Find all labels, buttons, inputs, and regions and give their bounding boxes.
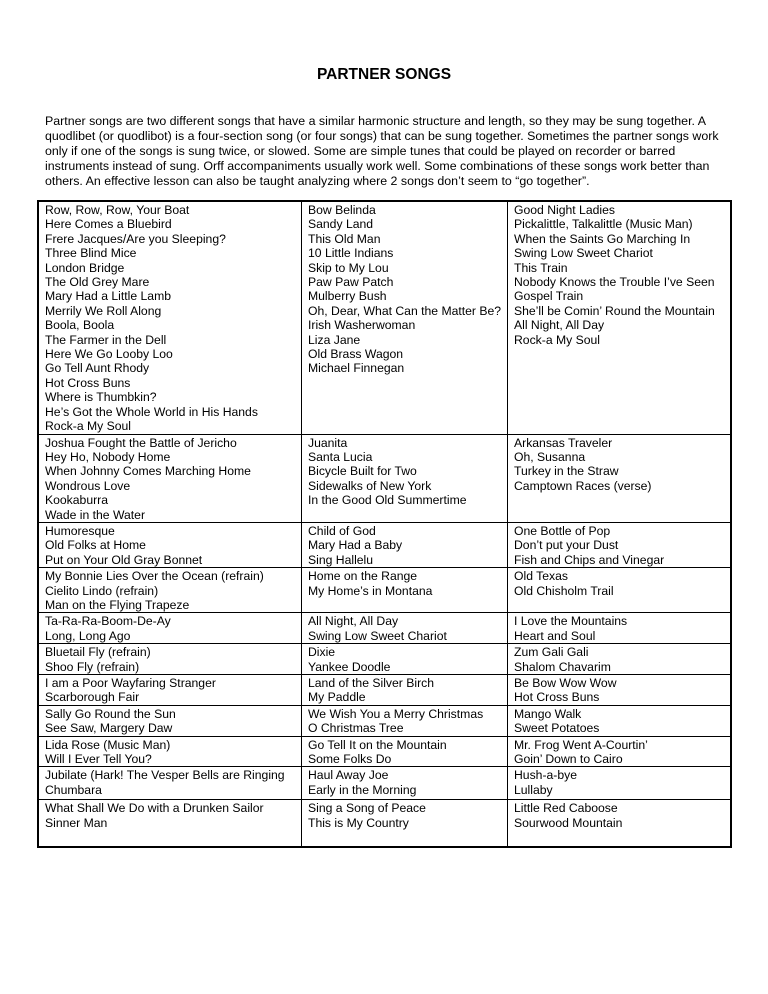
song-title: Irish Washerwoman bbox=[308, 318, 416, 333]
song-group-cell bbox=[508, 644, 732, 675]
song-title: I am a Poor Wayfaring Stranger bbox=[45, 676, 216, 690]
song-title: Where is Thumbkin? bbox=[45, 390, 157, 405]
song-group-cell bbox=[38, 767, 302, 800]
song-title: Chumbara bbox=[45, 782, 102, 797]
song-title: Jubilate (Hark! The Vesper Bells are Ringing bbox=[45, 768, 285, 783]
song-title: Ta-Ra-Ra-Boom-De-Ay bbox=[45, 614, 171, 629]
song-title: Rock-a My Soul bbox=[514, 332, 601, 347]
song-title: The Old Grey Mare bbox=[45, 275, 150, 290]
song-title: Will I Ever Tell You? bbox=[45, 752, 152, 767]
song-group-row bbox=[38, 767, 731, 800]
song-title: We Wish You a Merry Christmas bbox=[308, 706, 484, 721]
song-group-row bbox=[38, 705, 731, 736]
song-group-row bbox=[38, 675, 731, 706]
song-title: What Shall We Do with a Drunken Sailor bbox=[45, 801, 264, 816]
song-title: Sinner Man bbox=[45, 815, 108, 830]
song-title: London Bridge bbox=[45, 260, 125, 275]
song-title: My Bonnie Lies Over the Ocean (refrain) bbox=[45, 569, 264, 584]
song-group-cell bbox=[508, 736, 732, 767]
song-title: Paw Paw Patch bbox=[308, 275, 394, 290]
song-title: One Bottle of Pop bbox=[514, 523, 611, 538]
song-title: Sing a Song of Peace bbox=[308, 801, 426, 816]
song-title: Land of the Silver Birch bbox=[308, 676, 435, 690]
song-title: Haul Away Joe bbox=[308, 768, 389, 783]
song-title: She’ll be Comin’ Round the Mountain bbox=[514, 303, 715, 318]
song-group-cell bbox=[302, 201, 508, 434]
song-title: This Old Man bbox=[308, 231, 381, 246]
song-group-cell bbox=[302, 434, 508, 522]
song-title: Boola, Boola bbox=[45, 318, 115, 333]
song-title: Liza Jane bbox=[308, 332, 361, 347]
song-title: Man on the Flying Trapeze bbox=[45, 597, 190, 612]
song-title: Lullaby bbox=[514, 782, 553, 797]
song-title: Oh, Dear, What Can the Matter Be? bbox=[308, 303, 502, 318]
song-title: Wondrous Love bbox=[45, 478, 131, 493]
song-title: Humoresque bbox=[45, 523, 115, 538]
song-title: This is My Country bbox=[308, 815, 409, 830]
song-group-cell bbox=[508, 613, 732, 644]
song-title: Child of God bbox=[308, 523, 376, 538]
song-title: I Love the Mountains bbox=[514, 614, 628, 629]
song-group-cell bbox=[302, 767, 508, 800]
song-title: Mulberry Bush bbox=[308, 289, 387, 304]
song-title: When Johnny Comes Marching Home bbox=[45, 464, 251, 479]
song-title: Go Tell It on the Mountain bbox=[308, 737, 447, 752]
song-title: Rock-a My Soul bbox=[45, 419, 132, 434]
song-title: Dixie bbox=[308, 645, 336, 660]
song-group-cell bbox=[302, 736, 508, 767]
song-title: Swing Low Sweet Chariot bbox=[308, 628, 447, 643]
song-title: Sandy Land bbox=[308, 217, 374, 232]
song-group-cell bbox=[302, 613, 508, 644]
song-title: Mary Had a Baby bbox=[308, 538, 403, 553]
song-group-cell bbox=[38, 644, 302, 675]
song-group-cell bbox=[38, 675, 302, 706]
song-group-row bbox=[38, 201, 731, 434]
song-title: Home on the Range bbox=[308, 569, 418, 584]
song-title: Hush-a-bye bbox=[514, 768, 577, 783]
song-group-row bbox=[38, 800, 731, 847]
song-title: This Train bbox=[514, 260, 568, 275]
song-title: See Saw, Margery Daw bbox=[45, 721, 173, 736]
song-group-cell bbox=[508, 434, 732, 522]
song-title: Little Red Caboose bbox=[514, 801, 618, 816]
song-group-cell bbox=[38, 568, 302, 613]
song-group-cell bbox=[38, 736, 302, 767]
song-title: Pickalittle, Talkalittle (Music Man) bbox=[514, 217, 693, 232]
song-title: Be Bow Wow Wow bbox=[514, 676, 617, 690]
song-title: Santa Lucia bbox=[308, 449, 373, 464]
song-title: He’s Got the Whole World in His Hands bbox=[45, 404, 258, 419]
song-title: Old Brass Wagon bbox=[308, 347, 404, 362]
song-group-cell bbox=[38, 613, 302, 644]
song-title: Sally Go Round the Sun bbox=[45, 706, 176, 721]
song-group-row bbox=[38, 644, 731, 675]
page-title: PARTNER SONGS bbox=[316, 66, 452, 83]
song-title: All Night, All Day bbox=[514, 318, 605, 333]
song-title: Bow Belinda bbox=[308, 203, 376, 217]
song-title: Here We Go Looby Loo bbox=[45, 347, 173, 362]
song-group-cell bbox=[302, 675, 508, 706]
song-title: Sourwood Mountain bbox=[514, 815, 623, 830]
song-title: Heart and Soul bbox=[514, 628, 596, 643]
song-title: Three Blind Mice bbox=[45, 246, 137, 261]
song-title: Hot Cross Buns bbox=[514, 690, 600, 705]
song-group-cell bbox=[38, 522, 302, 567]
song-title: Skip to My Lou bbox=[308, 260, 389, 275]
song-title: Merrily We Roll Along bbox=[45, 303, 162, 318]
song-group-row bbox=[38, 434, 731, 522]
song-title: Michael Finnegan bbox=[308, 361, 405, 376]
song-title: Goin’ Down to Cairo bbox=[514, 752, 623, 767]
song-title: Old Texas bbox=[514, 569, 568, 584]
song-title: All Night, All Day bbox=[308, 614, 399, 629]
song-group-cell bbox=[508, 705, 732, 736]
song-title: Kookaburra bbox=[45, 493, 109, 508]
song-title: Here Comes a Bluebird bbox=[45, 217, 172, 232]
song-group-cell bbox=[508, 800, 732, 847]
song-group-cell bbox=[302, 800, 508, 847]
song-title: Old Folks at Home bbox=[45, 538, 146, 553]
song-title: Hey Ho, Nobody Home bbox=[45, 449, 171, 464]
song-title: Don’t put your Dust bbox=[514, 538, 619, 553]
song-title: Bluetail Fly (refrain) bbox=[45, 645, 151, 660]
song-title: 10 Little Indians bbox=[308, 246, 394, 261]
song-title: Juanita bbox=[308, 435, 348, 450]
song-title: Old Chisholm Trail bbox=[514, 583, 614, 598]
song-group-cell bbox=[38, 434, 302, 522]
song-title: Sweet Potatoes bbox=[514, 721, 600, 736]
song-title: Go Tell Aunt Rhody bbox=[45, 361, 150, 376]
intro-paragraph: Partner songs are two different songs that have a similar harmonic structure and length, so they may be sung together. A quodlibet (or quodlibot) is a four-section song (or four songs) that can be sung together. Sometimes the partner songs work only if one of the songs is sung twice, or slowed. Some are simple tunes that could be played on recorder or barred instruments instead of sung. Orff accompaniments usually work well. Some combinations of these songs work better than others. An effective lesson can also be taught analyzing where 2 songs don’t seem to “go together”. bbox=[45, 114, 719, 188]
song-title: Sing Hallelu bbox=[308, 552, 374, 567]
song-title: Put on Your Old Gray Bonnet bbox=[45, 552, 203, 567]
song-title: Early in the Morning bbox=[308, 782, 417, 797]
song-title: Scarborough Fair bbox=[45, 690, 140, 705]
song-group-cell bbox=[302, 705, 508, 736]
song-title: My Paddle bbox=[308, 690, 366, 705]
song-group-row bbox=[38, 613, 731, 644]
song-title: Hot Cross Buns bbox=[45, 375, 131, 390]
song-group-row bbox=[38, 568, 731, 613]
song-title: Some Folks Do bbox=[308, 752, 392, 767]
song-title: Long, Long Ago bbox=[45, 628, 131, 643]
song-title: Camptown Races (verse) bbox=[514, 478, 652, 493]
song-title: Bicycle Built for Two bbox=[308, 464, 417, 479]
song-title: Good Night Ladies bbox=[514, 203, 615, 217]
song-title: Nobody Knows the Trouble I’ve Seen bbox=[514, 275, 715, 290]
song-group-cell bbox=[508, 201, 732, 434]
song-group-row bbox=[38, 736, 731, 767]
song-group-cell bbox=[38, 800, 302, 847]
song-group-cell bbox=[38, 201, 302, 434]
song-title: Shoo Fly (refrain) bbox=[45, 659, 140, 674]
song-title: Zum Gali Gali bbox=[514, 645, 589, 660]
song-title: Mr. Frog Went A-Courtin’ bbox=[514, 737, 648, 752]
song-group-cell bbox=[302, 644, 508, 675]
song-title: Lida Rose (Music Man) bbox=[45, 737, 171, 752]
song-title: Frere Jacques/Are you Sleeping? bbox=[45, 231, 226, 246]
song-group-cell bbox=[508, 675, 732, 706]
song-title: Sidewalks of New York bbox=[308, 478, 432, 493]
song-group-cell bbox=[302, 522, 508, 567]
song-title: Arkansas Traveler bbox=[514, 435, 613, 450]
song-title: Joshua Fought the Battle of Jericho bbox=[45, 435, 237, 450]
song-title: Cielito Lindo (refrain) bbox=[45, 583, 159, 598]
song-group-row bbox=[38, 522, 731, 567]
song-title: Oh, Susanna bbox=[514, 449, 586, 464]
song-group-cell bbox=[38, 705, 302, 736]
song-title: O Christmas Tree bbox=[308, 721, 404, 736]
song-title: My Home’s in Montana bbox=[308, 583, 433, 598]
song-group-cell bbox=[302, 568, 508, 613]
song-title: Mary Had a Little Lamb bbox=[45, 289, 171, 304]
song-title: Yankee Doodle bbox=[308, 659, 391, 674]
song-title: Swing Low Sweet Chariot bbox=[514, 246, 653, 261]
song-title: Gospel Train bbox=[514, 289, 584, 304]
song-title: Turkey in the Straw bbox=[514, 464, 619, 479]
song-title: Mango Walk bbox=[514, 706, 582, 721]
song-title: Row, Row, Row, Your Boat bbox=[45, 203, 190, 217]
song-title: Fish and Chips and Vinegar bbox=[514, 552, 665, 567]
song-title: Shalom Chavarim bbox=[514, 659, 611, 674]
song-title: When the Saints Go Marching In bbox=[514, 231, 691, 246]
song-group-cell bbox=[508, 522, 732, 567]
partner-songs-table bbox=[37, 200, 732, 848]
song-title: Wade in the Water bbox=[45, 507, 146, 522]
song-group-cell bbox=[508, 568, 732, 613]
song-group-cell bbox=[508, 767, 732, 800]
song-title: In the Good Old Summertime bbox=[308, 493, 467, 508]
song-title: The Farmer in the Dell bbox=[45, 332, 167, 347]
